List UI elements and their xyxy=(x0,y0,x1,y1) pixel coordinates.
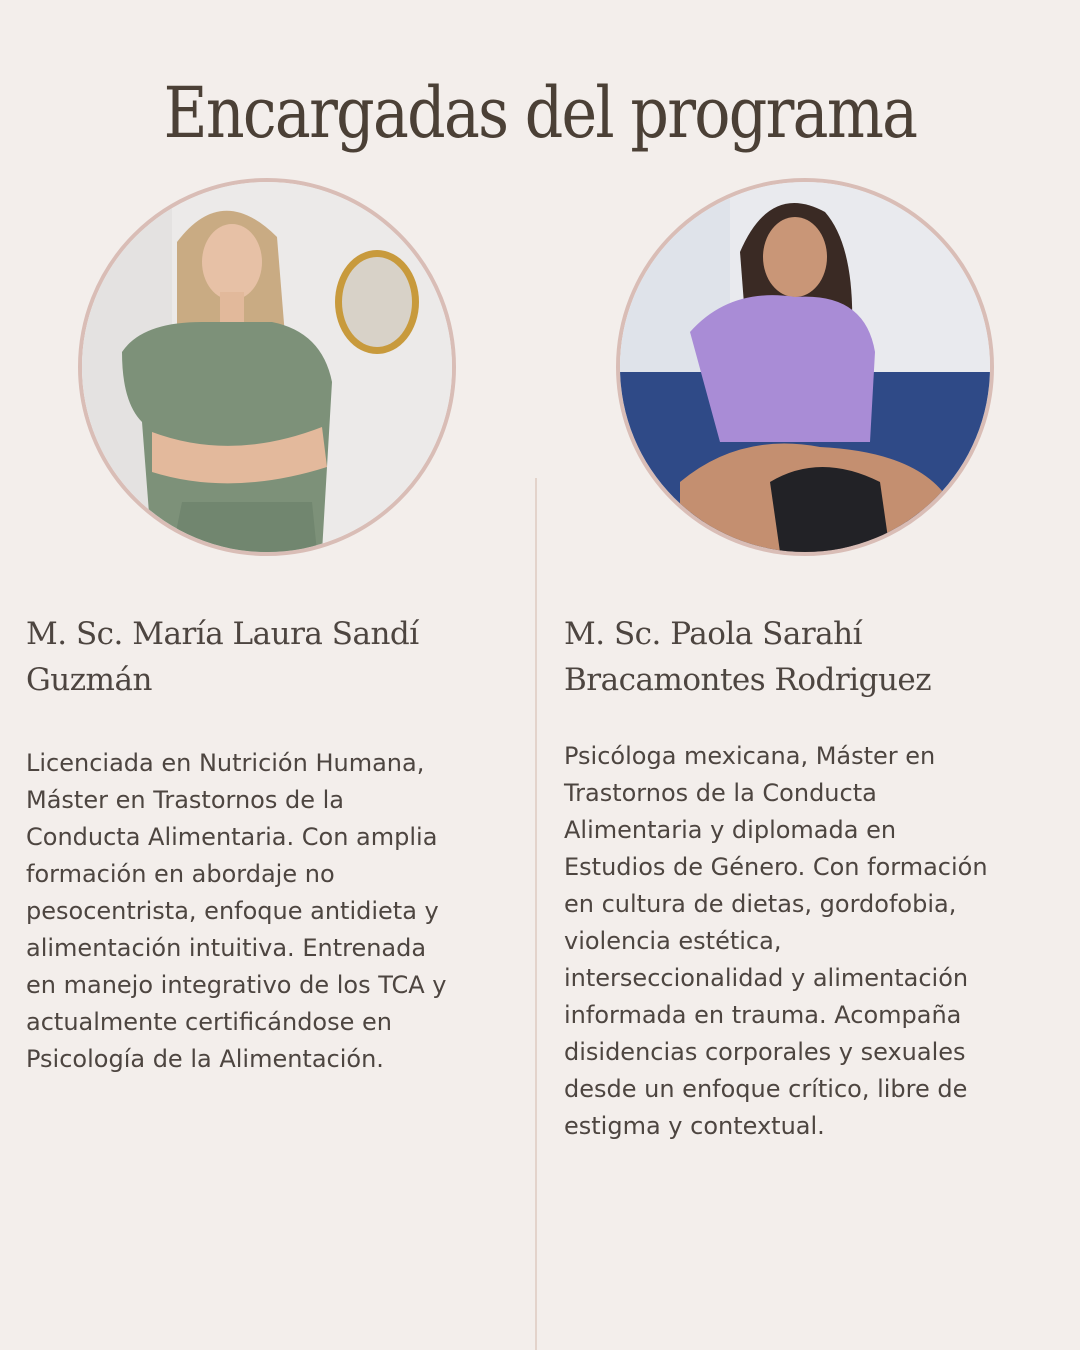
person-bio-maria-laura: Licenciada en Nutrición Humana, Máster en Trastornos de la Conducta Alimentaria. Con amplia formación en abordaje no pesocentrista, enfoque antidieta y alimentación intuitiva. Entrenada en manejo integrativo de los TCA y actualmente certificándose en Psicología de la Alimentación. xyxy=(26,749,447,1073)
person-name-maria-laura: M. Sc. María Laura Sandí Guzmán xyxy=(26,616,419,698)
person-name-paola-sarahi: M. Sc. Paola Sarahí Bracamontes Rodriguez xyxy=(564,616,932,698)
person-bio-paola-sarahi: Psicóloga mexicana, Máster en Trastornos de la Conducta Alimentaria y diplomada en Estudios de Género. Con formación en cultura de dietas, gordofobia, violencia estética, interseccionalidad y alimentación informada en trauma. Acompaña disidencias corporales y sexuales desde un enfoque crítico, libre de estigma y contextual. xyxy=(564,742,988,1140)
profile-photo-maria-laura xyxy=(78,178,456,556)
page-title: Encargadas del programa xyxy=(163,72,917,154)
column-divider xyxy=(535,478,537,1350)
profile-photo-paola-sarahi xyxy=(616,178,994,556)
